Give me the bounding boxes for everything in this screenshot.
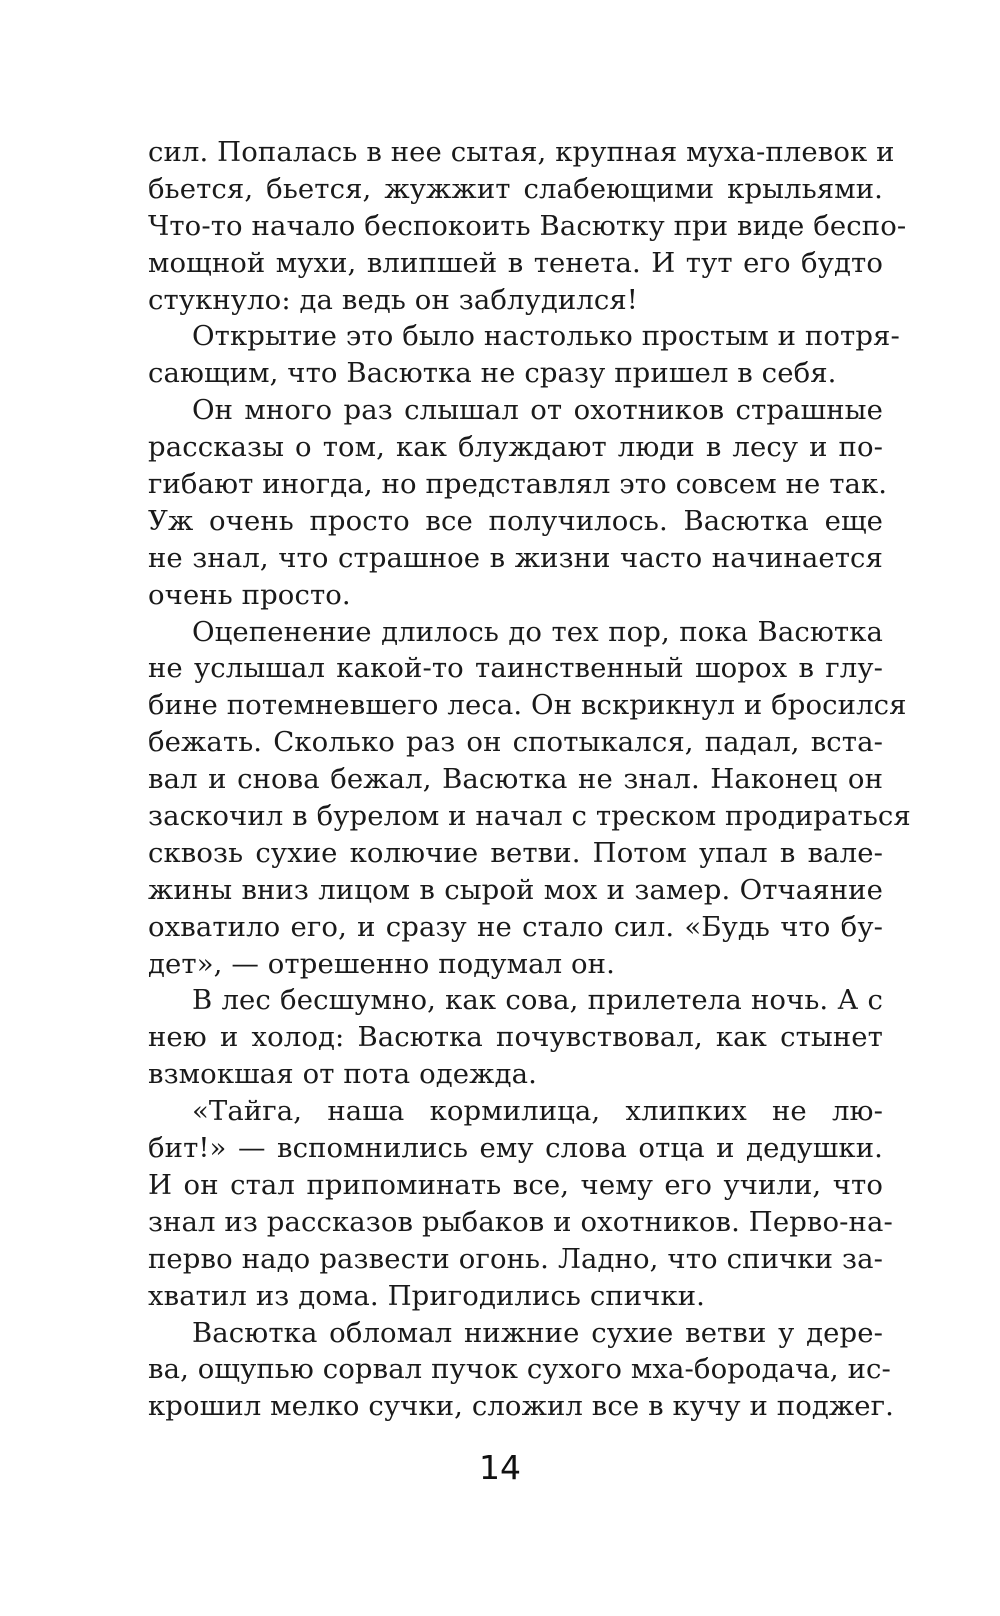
page-number: 14 bbox=[479, 1448, 521, 1487]
text-line: охватило его, и сразу не стало сил. «Будь что бу- bbox=[148, 910, 883, 943]
text-line: нею и холод: Васютка почувствовал, как стынет bbox=[148, 1021, 883, 1054]
body-text bbox=[148, 134, 911, 1425]
text-line: «Тайга, наша кормилица, хлипких не лю- bbox=[192, 1095, 883, 1128]
text-line: мощной мухи, влипшей в тенета. И тут его будто bbox=[148, 246, 883, 279]
text-line: дет», — отрешенно подумал он. bbox=[148, 947, 615, 980]
text-line: бит!» — вспомнились ему слова отца и дедушки. bbox=[148, 1132, 883, 1165]
text-line: сил. Попалась в нее сытая, крупная муха-плевок и bbox=[148, 136, 895, 168]
text-line: не знал, что страшное в жизни часто начинается bbox=[148, 541, 883, 574]
text-line: И он стал припоминать все, чему его учили, что bbox=[148, 1168, 883, 1201]
text-line: вал и снова бежал, Васютка не знал. Наконец он bbox=[148, 763, 883, 796]
text-line: гибают иногда, но представлял это совсем не так. bbox=[148, 468, 888, 501]
text-line: взмокшая от пота одежда. bbox=[148, 1058, 537, 1091]
text-line: рассказы о том, как блуждают люди в лесу и по- bbox=[148, 431, 883, 464]
text-line: хватил из дома. Пригодились спички. bbox=[148, 1279, 706, 1312]
text-line: не услышал какой-то таинственный шорох в глу- bbox=[148, 652, 883, 685]
text-line: стукнуло: да ведь он заблудился! bbox=[148, 283, 638, 316]
text-line: сквозь сухие колючие ветви. Потом упал в вале- bbox=[148, 836, 883, 869]
text-line: ва, ощупью сорвал пучок сухого мха-бородача, ис- bbox=[148, 1353, 891, 1386]
text-line: перво надо развести огонь. Ладно, что спички за- bbox=[148, 1242, 883, 1275]
text-line: жины вниз лицом в сырой мох и замер. Отчаяние bbox=[148, 873, 883, 906]
text-line: Открытие это было настолько простым и потря- bbox=[192, 320, 900, 353]
text-line: Васютка обломал нижние сухие ветви у дере- bbox=[192, 1316, 883, 1349]
text-line: очень просто. bbox=[148, 578, 351, 611]
text-line: бежать. Сколько раз он спотыкался, падал, вста- bbox=[148, 726, 883, 759]
text-line: крошил мелко сучки, сложил все в кучу и поджег. bbox=[148, 1390, 895, 1423]
text-line: сающим, что Васютка не сразу пришел в себя. bbox=[148, 357, 837, 390]
text-line: Что-то начало беспокоить Васютку при виде беспо- bbox=[148, 209, 907, 242]
text-line: заскочил в бурелом и начал с треском продираться bbox=[148, 800, 911, 833]
text-line: бьется, бьется, жужжит слабеющими крыльями. bbox=[148, 172, 883, 205]
text-line: Уж очень просто все получилось. Васютка еще bbox=[148, 504, 883, 537]
text-line: В лес бесшумно, как сова, прилетела ночь. А с bbox=[192, 984, 883, 1017]
text-line: знал из рассказов рыбаков и охотников. Перво-на- bbox=[148, 1205, 893, 1238]
text-line: Он много раз слышал от охотников страшные bbox=[192, 394, 883, 427]
text-line: Оцепенение длилось до тех пор, пока Васютка bbox=[192, 615, 883, 648]
text-line: бине потемневшего леса. Он вскрикнул и бросился bbox=[148, 689, 907, 722]
